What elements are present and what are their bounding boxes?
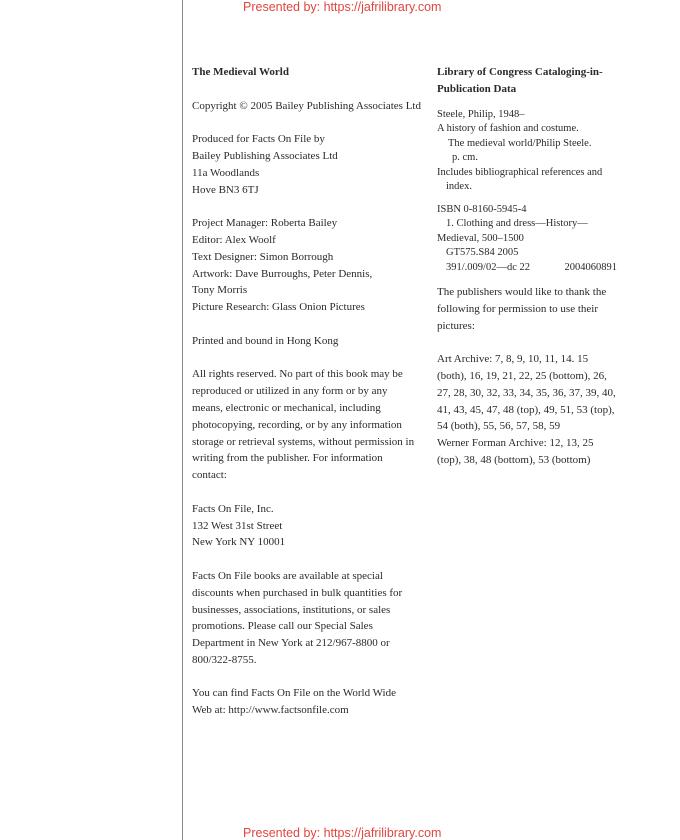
archive-line: 54 (both), 55, 56, 57, 58, 59 [437,420,561,433]
rights-line: means, electronic or mechanical, including [192,401,381,414]
rights-line: photocopying, recording, or by any information [192,418,402,431]
cip-subject: Medieval, 500–1500 [437,232,524,244]
cip-subject: 1. Clothing and dress—History— [446,218,588,230]
credit-line: Picture Research: Glass Onion Pictures [192,301,365,314]
thanks-line: following for permission to use their [437,302,599,315]
cip-lccn: 2004060891 [564,261,617,273]
produced-line: Hove BN3 6TJ [192,183,259,196]
credit-line: Artwork: Dave Burroughs, Peter Dennis, [192,267,373,280]
cip-title: A history of fashion and costume. [437,123,579,135]
imprint-column [192,64,424,719]
cip-pages: p. cm. [452,152,478,164]
thanks-line: The publishers would like to thank the [437,286,607,299]
address-line: Facts On File, Inc. [192,502,274,515]
rights-line: reproduced or utilized in any form or by any [192,385,388,398]
produced-line: Bailey Publishing Associates Ltd [192,149,338,162]
archive-line: 41, 43, 45, 47, 48 (top), 49, 51, 53 (top), [437,403,615,416]
cip-isbn: ISBN 0-8160-5945-4 [437,203,527,215]
sales-line: discounts when purchased in bulk quantities for [192,586,403,599]
rights-line: All rights reserved. No part of this book may be [192,368,403,381]
thanks-line: pictures: [437,319,475,332]
cip-dewey: 391/.009/02—dc 22 [446,261,530,273]
sales-line: Department in New York at 212/967-8800 or [192,637,390,650]
cip-record [437,108,617,276]
cip-subtitle: The medieval world/Philip Steele. [448,137,592,149]
rights-line: writing from the publisher. For information [192,452,383,465]
rights-line: storage or retrieval systems, without permission in [192,435,415,448]
credit-line: Editor: Alex Woolf [192,233,276,246]
cip-call-number: GT575.S84 2005 [446,247,519,259]
web-line: You can find Facts On File on the World Wide [192,687,396,700]
archive-line: Werner Forman Archive: 12, 13, 25 [437,437,594,450]
produced-line: Produced for Facts On File by [192,133,325,146]
cip-heading: Publication Data [437,82,517,95]
sales-line: Facts On File books are available at special [192,569,383,582]
sales-line: promotions. Please call our Special Sales [192,620,373,633]
web-url-line: Web at: http://www.factsonfile.com [192,704,349,717]
address-line: 132 West 31st Street [192,519,283,532]
cip-classification-row [437,261,617,276]
cip-index: index. [446,181,472,193]
cip-includes: Includes bibliographical references and [437,166,603,178]
credit-line: Text Designer: Simon Borrough [192,250,334,263]
book-title: The Medieval World [192,66,289,78]
copyright-line: Copyright © 2005 Bailey Publishing Associates Ltd [192,99,421,112]
cip-heading: Library of Congress Cataloging-in- [437,66,603,78]
produced-line: 11a Woodlands [192,166,260,179]
printed-line: Printed and bound in Hong Kong [192,334,339,347]
credit-line: Project Manager: Roberta Bailey [192,217,338,230]
page-margin-rule [182,0,183,840]
sales-line: 800/322-8755. [192,653,257,666]
credit-line: Tony Morris [192,284,248,297]
archive-line: 27, 28, 30, 32, 33, 34, 35, 36, 37, 39, 40, [437,386,616,399]
cataloging-column [437,64,617,469]
watermark-top-link[interactable]: Presented by: https://jafrilibrary.com [243,0,442,14]
sales-line: businesses, associations, institutions, or sales [192,603,391,616]
rights-line: contact: [192,469,227,482]
cip-author: Steele, Philip, 1948– [437,108,525,120]
archive-line: (top), 38, 48 (bottom), 53 (bottom) [437,454,591,467]
archive-line: Art Archive: 7, 8, 9, 10, 11, 14. 15 [437,353,589,366]
archive-line: (both), 16, 19, 21, 22, 25 (bottom), 26, [437,370,607,383]
watermark-bottom-link[interactable]: Presented by: https://jafrilibrary.com [243,826,442,840]
address-line: New York NY 10001 [192,536,286,549]
